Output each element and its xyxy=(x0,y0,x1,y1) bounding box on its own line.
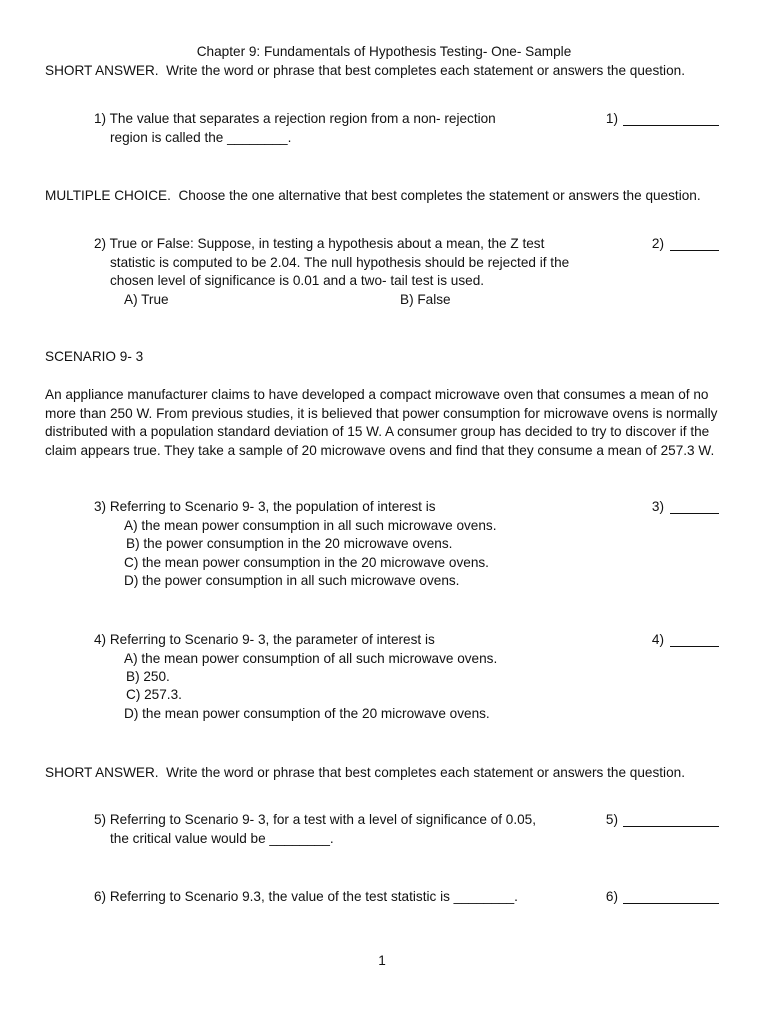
short-answer-instructions xyxy=(45,764,735,783)
question-3-choice-a[interactable]: A) the mean power consumption in all such microwave ovens. xyxy=(124,518,497,533)
multiple-choice-instructions xyxy=(45,187,735,206)
question-2-choice-b[interactable]: B) False xyxy=(400,292,451,307)
question-5-text: 5) Referring to Scenario 9- 3, for a test with a level of significance of 0.05, xyxy=(94,812,537,827)
answer-label-2: 2) xyxy=(651,236,664,251)
question-4-choice-a[interactable]: A) the mean power consumption of all such microwave ovens. xyxy=(124,651,498,666)
question-3-choice-b[interactable]: B) the power consumption in the 20 microwave ovens. xyxy=(126,536,453,551)
question-6-text: 6) Referring to Scenario 9.3, the value of the test statistic is ________. xyxy=(94,889,518,904)
answer-label-4: 4) xyxy=(651,632,664,647)
question-3-choice-d[interactable]: D) the power consumption in all such microwave ovens. xyxy=(124,573,460,588)
answer-blank-5[interactable] xyxy=(623,826,719,827)
question-5-text-cont: the critical value would be ________. xyxy=(110,831,334,846)
short-answer-instructions xyxy=(45,62,735,81)
answer-label-5: 5) xyxy=(605,812,618,827)
answer-blank-2[interactable] xyxy=(670,250,719,251)
answer-blank-1[interactable] xyxy=(623,125,719,126)
section-instruction: Write the word or phrase that best completes each statement or answers the question. xyxy=(166,63,685,78)
scenario-text: An appliance manufacturer claims to have developed a compact microwave oven that consumes a mean of no more than 250 W. From previous studies, it is believed that power consumption for microwave ovens is normally distributed with a population standard deviation of 15 W. A consumer group has decided to try to discover if the claim appears true. They take a sample of 20 microwave ovens and find that they consume a mean of 257.3 W. xyxy=(45,387,718,458)
answer-label-3: 3) xyxy=(651,499,664,514)
question-2-text-cont: statistic is computed to be 2.04. The null hypothesis should be rejected if the xyxy=(110,255,570,270)
question-3-text: 3) Referring to Scenario 9- 3, the population of interest is xyxy=(94,499,436,514)
answer-label-1: 1) xyxy=(605,111,618,126)
question-1-text-cont: region is called the ________. xyxy=(110,130,292,145)
answer-blank-3[interactable] xyxy=(670,513,719,514)
page-number: 1 xyxy=(378,953,386,968)
answer-blank-6[interactable] xyxy=(623,903,719,904)
answer-blank-4[interactable] xyxy=(670,646,719,647)
question-4-choice-d[interactable]: D) the mean power consumption of the 20 microwave ovens. xyxy=(124,706,490,721)
question-4-choice-c[interactable]: C) 257.3. xyxy=(126,687,182,702)
section-instruction: Choose the one alternative that best completes the statement or answers the question. xyxy=(178,188,701,203)
question-3-choice-c[interactable]: C) the mean power consumption in the 20 microwave ovens. xyxy=(124,555,489,570)
answer-label-6: 6) xyxy=(605,889,618,904)
question-2-choice-a[interactable]: A) True xyxy=(124,292,169,307)
question-2-text: 2) True or False: Suppose, in testing a hypothesis about a mean, the Z test xyxy=(94,236,545,251)
question-4-choice-b[interactable]: B) 250. xyxy=(126,669,170,684)
section-heading: SHORT ANSWER. xyxy=(45,765,159,780)
section-instruction: Write the word or phrase that best completes each statement or answers the question. xyxy=(166,765,685,780)
section-heading: MULTIPLE CHOICE. xyxy=(45,188,171,203)
scenario-heading: SCENARIO 9- 3 xyxy=(45,349,144,364)
question-2-text-cont: chosen level of significance is 0.01 and a two- tail test is used. xyxy=(110,273,485,288)
section-heading: SHORT ANSWER. xyxy=(45,63,159,78)
page-title: Chapter 9: Fundamentals of Hypothesis Testing- One- Sample xyxy=(196,44,572,59)
question-4-text: 4) Referring to Scenario 9- 3, the parameter of interest is xyxy=(94,632,435,647)
question-1-text: 1) The value that separates a rejection region from a non- rejection xyxy=(94,111,496,126)
